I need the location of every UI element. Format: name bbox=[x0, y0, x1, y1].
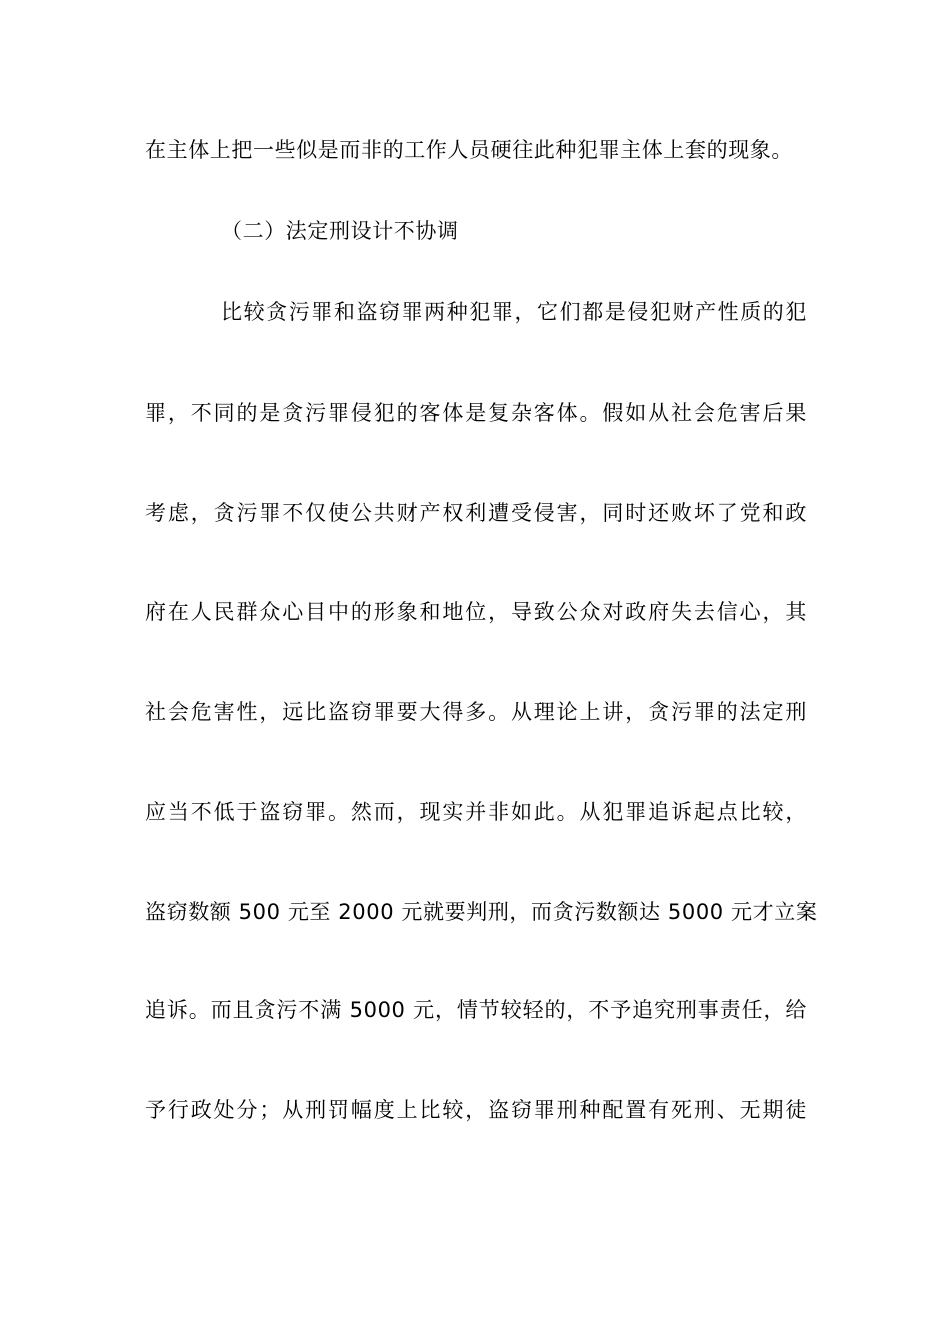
paragraph-line: 盗窃数额 500 元至 2000 元就要判刑，而贪污数额达 5000 元才立案 bbox=[145, 900, 818, 924]
paragraph-line: 府在人民群众心目中的形象和地位，导致公众对政府失去信心，其 bbox=[145, 600, 807, 624]
section-heading: （二）法定刑设计不协调 bbox=[221, 219, 459, 243]
paragraph-line: 社会危害性，远比盗窃罪要大得多。从理论上讲，贪污罪的法定刑 bbox=[145, 700, 807, 724]
paragraph-line: 考虑，贪污罪不仅使公共财产权利遭受侵害，同时还败坏了党和政 bbox=[145, 501, 807, 525]
paragraph-continuation-line: 在主体上把一些似是而非的工作人员硬往此种犯罪主体上套的现象。 bbox=[145, 138, 793, 162]
paragraph-first-line: 比较贪污罪和盗窃罪两种犯罪，它们都是侵犯财产性质的犯 bbox=[221, 300, 807, 324]
paragraph-line: 追诉。而且贪污不满 5000 元，情节较轻的，不予追究刑事责任，给 bbox=[145, 998, 807, 1022]
paragraph-line: 罪，不同的是贪污罪侵犯的客体是复杂客体。假如从社会危害后果 bbox=[145, 401, 807, 425]
paragraph-line: 予行政处分；从刑罚幅度上比较，盗窃罪刑种配置有死刑、无期徒 bbox=[145, 1098, 807, 1122]
paragraph-line: 应当不低于盗窃罪。然而，现实并非如此。从犯罪追诉起点比较， bbox=[145, 800, 807, 824]
